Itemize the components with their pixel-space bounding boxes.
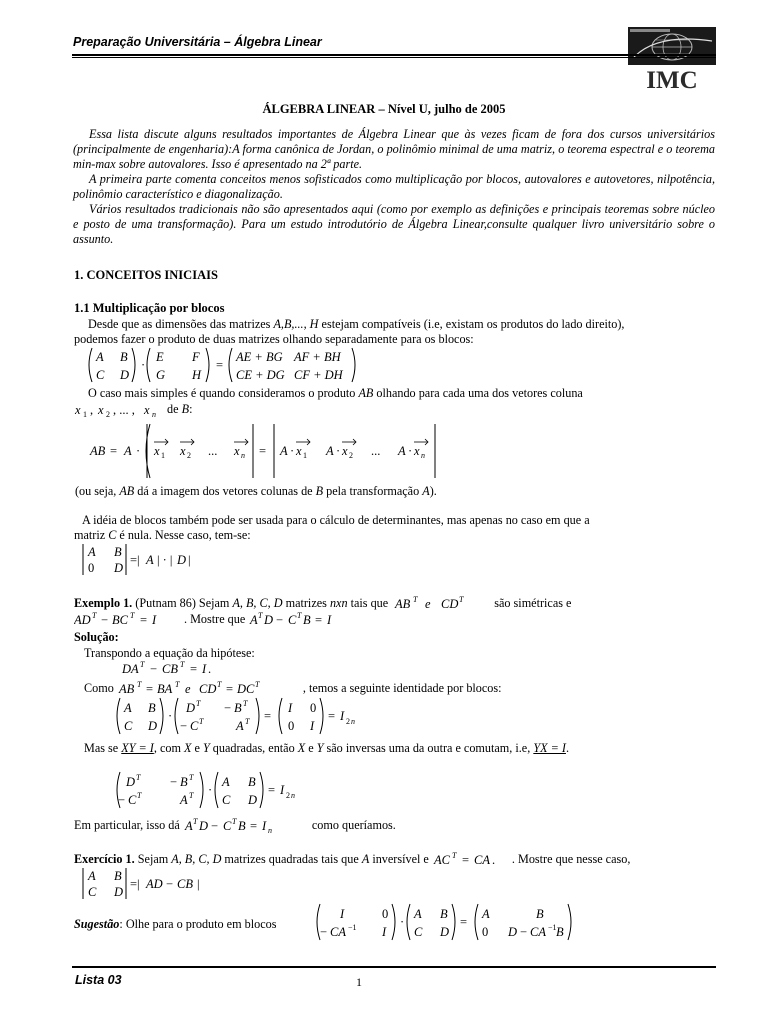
svg-text:T: T bbox=[137, 791, 142, 800]
svg-text:G: G bbox=[156, 368, 166, 382]
section-heading: 1. CONCEITOS INICIAIS bbox=[74, 268, 218, 282]
svg-text:−: − bbox=[166, 877, 174, 891]
svg-text:A: A bbox=[482, 907, 490, 921]
paragraph-line: Desde que as dimensões das matrizes A,B,..., H estejam compatíveis (i.e, existam os produtos do lado direito), bbox=[88, 317, 625, 331]
intro-paragraph: Vários resultados tradicionais não são apresentados aqui (como por exemplo as definições e principais teoremas sobre núcleo e posto de uma transformação). Para um estudo introdutório de Álgebra Linear,consulte qualquer livro universitário sobre o assunto. bbox=[73, 202, 715, 246]
svg-text:B: B bbox=[237, 819, 246, 834]
svg-text:x: x bbox=[342, 444, 348, 458]
svg-text:AF + BH: AF + BH bbox=[294, 350, 341, 364]
svg-text:CE + DG: CE + DG bbox=[236, 368, 285, 382]
svg-text:BA: BA bbox=[156, 682, 173, 697]
svg-text:T: T bbox=[254, 681, 260, 690]
svg-text:D: D bbox=[186, 701, 196, 715]
svg-text:I: I bbox=[382, 925, 387, 939]
svg-text:AB: AB bbox=[90, 444, 106, 458]
svg-text:x: x bbox=[98, 403, 104, 418]
svg-text:=|: =| bbox=[130, 877, 140, 891]
svg-text:.: . bbox=[208, 662, 212, 676]
footer-list-label: Lista 03 bbox=[75, 973, 122, 987]
transposed-equation bbox=[120, 660, 230, 678]
svg-text:n: n bbox=[351, 717, 355, 726]
svg-text:I: I bbox=[152, 613, 157, 628]
svg-text:n: n bbox=[241, 451, 245, 460]
block-product-formula bbox=[84, 346, 364, 386]
svg-text:CD: CD bbox=[441, 597, 459, 612]
svg-text:·: · bbox=[290, 444, 295, 458]
svg-text:−1: −1 bbox=[548, 923, 557, 932]
column-product-formula bbox=[88, 420, 448, 482]
conclusion-line: Em particular, isso dá A T D − C T B = I n como queríamos. bbox=[74, 818, 396, 835]
hint-line: Sugestão: Olhe para o produto em blocos bbox=[74, 917, 277, 931]
svg-text:CA: CA bbox=[530, 925, 546, 939]
svg-text:0: 0 bbox=[482, 925, 489, 939]
svg-text:B: B bbox=[120, 350, 128, 364]
svg-text:AD: AD bbox=[74, 613, 91, 628]
svg-text:CB: CB bbox=[162, 662, 178, 676]
intro-text bbox=[73, 127, 715, 247]
intro-paragraph: Essa lista discute alguns resultados importantes de Álgebra Linear que às vezes ficam de fora dos cursos universitários (principalmente de engenharia):A forma canônica de Jordan, o polinômio minimal de uma matriz, o teorema espectral e o teorema min-max sobre autovalores. Isso é apresentado na 2ª parte. bbox=[73, 127, 715, 171]
svg-text:0: 0 bbox=[382, 907, 389, 921]
header-rule bbox=[72, 54, 716, 56]
svg-text:=: = bbox=[268, 783, 276, 797]
svg-text:=: = bbox=[259, 444, 267, 458]
svg-text:2: 2 bbox=[106, 410, 110, 419]
svg-text:−: − bbox=[224, 701, 232, 715]
svg-text:AE + BG: AE + BG bbox=[236, 350, 283, 364]
svg-text:F: F bbox=[192, 350, 200, 364]
svg-text:=: = bbox=[190, 662, 198, 676]
paragraph-line: matriz C é nula. Nesse caso, tem-se: bbox=[74, 528, 251, 542]
svg-text:D: D bbox=[508, 925, 518, 939]
svg-text:=|: =| bbox=[130, 553, 140, 567]
svg-text:=: = bbox=[110, 444, 118, 458]
svg-text:D: D bbox=[120, 368, 130, 382]
symmetric-condition bbox=[391, 596, 491, 612]
svg-text:A: A bbox=[236, 719, 244, 733]
svg-text:C: C bbox=[190, 719, 199, 733]
svg-text:x: x bbox=[75, 403, 81, 418]
svg-text:C: C bbox=[88, 885, 97, 899]
svg-text:T: T bbox=[140, 660, 145, 669]
svg-text:D: D bbox=[114, 561, 124, 575]
svg-text:A: A bbox=[88, 869, 96, 883]
svg-text:2: 2 bbox=[187, 451, 191, 460]
conclusion-equation bbox=[183, 818, 309, 834]
svg-text:=: = bbox=[225, 682, 233, 697]
svg-text:|: | bbox=[197, 877, 200, 891]
svg-text:=: = bbox=[249, 819, 257, 834]
svg-text:T: T bbox=[192, 818, 198, 827]
svg-text:B: B bbox=[180, 775, 188, 789]
svg-text:B: B bbox=[440, 907, 448, 921]
svg-text:n: n bbox=[291, 791, 295, 800]
svg-text:| · |: | · | bbox=[157, 553, 173, 567]
svg-text:I: I bbox=[340, 709, 345, 723]
svg-text:D: D bbox=[264, 613, 274, 628]
svg-text:D: D bbox=[148, 719, 158, 733]
svg-text:D: D bbox=[440, 925, 450, 939]
logo-text: IMC bbox=[646, 67, 698, 91]
svg-text:1: 1 bbox=[161, 451, 165, 460]
svg-text:2: 2 bbox=[349, 451, 353, 460]
svg-text:x: x bbox=[296, 444, 302, 458]
svg-text:1: 1 bbox=[83, 410, 87, 419]
svg-text:CA: CA bbox=[330, 925, 346, 939]
svg-text:E: E bbox=[156, 350, 164, 364]
svg-text:B: B bbox=[248, 775, 256, 789]
svg-text:0: 0 bbox=[310, 701, 317, 715]
svg-text:x: x bbox=[154, 444, 160, 458]
paragraph-line: podemos fazer o produto de duas matrizes olhando separadamente para os blocos: bbox=[74, 332, 474, 346]
header-rule-thin bbox=[72, 57, 716, 58]
svg-text:=: = bbox=[216, 358, 224, 372]
commutation-equation bbox=[117, 681, 303, 697]
svg-text:T: T bbox=[136, 681, 142, 690]
paragraph-line: Mas se XY = I, com X e Y quadradas, então X e Y são inversas uma da outra e comutam, i.e, YX = I. bbox=[84, 741, 569, 755]
svg-text:CD: CD bbox=[198, 682, 217, 697]
paragraph-line: Transpondo a equação da hipótese: bbox=[84, 646, 255, 660]
svg-text:T: T bbox=[189, 773, 194, 782]
svg-text:=: = bbox=[264, 709, 272, 723]
svg-text:I: I bbox=[288, 701, 293, 715]
footer-rule bbox=[72, 966, 716, 968]
intro-paragraph: A primeira parte comenta conceitos menos sofisticados como multiplicação por blocos, autovalores e autovetores, nilpotência, polinômio característico e diagonalização. bbox=[73, 172, 715, 201]
svg-text:A: A bbox=[326, 444, 334, 458]
svg-text:I: I bbox=[310, 719, 315, 733]
svg-text:I: I bbox=[280, 783, 285, 797]
svg-text:T: T bbox=[189, 791, 194, 800]
svg-text:AB: AB bbox=[395, 597, 411, 612]
example-statement-line2: AD T − BC T = I . Mostre que A T D − C T B = I bbox=[74, 612, 358, 628]
svg-text:−: − bbox=[101, 613, 109, 628]
svg-text:D: D bbox=[126, 775, 136, 789]
svg-text:T: T bbox=[243, 699, 248, 708]
svg-text:.: . bbox=[491, 853, 496, 868]
svg-text:=: = bbox=[328, 709, 336, 723]
hypothesis-equation bbox=[74, 612, 184, 628]
svg-text:A: A bbox=[146, 553, 154, 567]
svg-text:A: A bbox=[250, 613, 258, 628]
svg-text:A: A bbox=[280, 444, 288, 458]
exercise-statement: Exercício 1. Sejam A, B, C, D matrizes quadradas tais que A inversível e AC T = CA . . Mostre que nesse caso, bbox=[74, 852, 631, 868]
imc-logo bbox=[628, 27, 716, 91]
svg-text:·: · bbox=[141, 358, 146, 372]
svg-text:A: A bbox=[124, 701, 132, 715]
svg-text:x: x bbox=[144, 403, 150, 418]
svg-text:−: − bbox=[210, 819, 218, 834]
svg-text:T: T bbox=[258, 612, 263, 621]
svg-text:·: · bbox=[336, 444, 341, 458]
svg-text:−: − bbox=[170, 775, 178, 789]
paragraph-line: A idéia de blocos também pode ser usada para o cálculo de determinantes, mas apenas no caso em que a bbox=[82, 513, 590, 527]
svg-text:n: n bbox=[152, 410, 156, 419]
svg-text:D: D bbox=[248, 793, 258, 807]
svg-text:CF + DH: CF + DH bbox=[294, 368, 343, 382]
svg-text:=: = bbox=[461, 853, 469, 868]
svg-text:A: A bbox=[88, 545, 96, 559]
svg-text:T: T bbox=[92, 612, 97, 621]
svg-text:B: B bbox=[114, 869, 122, 883]
svg-text:, ... ,: , ... , bbox=[113, 403, 135, 418]
svg-text:−: − bbox=[118, 793, 126, 807]
svg-text:=: = bbox=[315, 613, 323, 628]
paragraph-line: (ou seja, AB dá a imagem dos vetores colunas de B pela transformação A). bbox=[75, 484, 437, 498]
svg-text:T: T bbox=[216, 681, 222, 690]
svg-text:T: T bbox=[297, 612, 302, 621]
svg-text:C: C bbox=[222, 819, 232, 834]
svg-text:T: T bbox=[459, 596, 464, 605]
svg-text:e: e bbox=[184, 682, 191, 697]
svg-text:2: 2 bbox=[346, 717, 350, 726]
svg-text:·: · bbox=[408, 444, 413, 458]
svg-text:−: − bbox=[276, 613, 284, 628]
svg-text:B: B bbox=[114, 545, 122, 559]
svg-text:D: D bbox=[114, 885, 124, 899]
svg-text:·: · bbox=[136, 444, 141, 458]
svg-text:I: I bbox=[261, 819, 267, 834]
svg-text:A: A bbox=[124, 444, 132, 458]
svg-text:T: T bbox=[136, 773, 141, 782]
page-number: 1 bbox=[356, 975, 362, 989]
svg-text:C: C bbox=[96, 368, 105, 382]
svg-text:−: − bbox=[180, 719, 188, 733]
svg-text:|: | bbox=[188, 553, 191, 567]
paragraph-line: O caso mais simples é quando consideramos o produto AB olhando para cada uma dos vetores coluna bbox=[88, 386, 583, 400]
svg-text:1: 1 bbox=[303, 451, 307, 460]
svg-text:D: D bbox=[177, 553, 187, 567]
paragraph-line: x 1 , x 2 , ... , x n de B: bbox=[75, 402, 193, 419]
svg-text:T: T bbox=[174, 681, 180, 690]
example-statement: Exemplo 1. (Putnam 86) Sejam A, B, C, D matrizes nxn tais que AB T e CD T são simétricas e bbox=[74, 596, 572, 612]
svg-text:B: B bbox=[556, 925, 564, 939]
svg-text:CA: CA bbox=[473, 853, 490, 868]
svg-text:B: B bbox=[234, 701, 242, 715]
svg-text:x: x bbox=[234, 444, 240, 458]
svg-text:A: A bbox=[414, 907, 422, 921]
svg-text:T: T bbox=[231, 818, 237, 827]
svg-text:AD: AD bbox=[146, 877, 163, 891]
svg-text:·: · bbox=[208, 783, 213, 797]
svg-text:T: T bbox=[196, 699, 201, 708]
svg-text:−: − bbox=[320, 925, 328, 939]
svg-text:A: A bbox=[180, 793, 188, 807]
svg-text:T: T bbox=[199, 717, 204, 726]
commute-condition bbox=[432, 852, 512, 868]
svg-text:...: ... bbox=[371, 444, 381, 458]
svg-text:I: I bbox=[340, 907, 345, 921]
svg-text:DC: DC bbox=[236, 682, 255, 697]
svg-text:T: T bbox=[130, 612, 135, 621]
svg-text:I: I bbox=[202, 662, 207, 676]
svg-text:n: n bbox=[267, 826, 272, 835]
svg-text:AB: AB bbox=[118, 682, 135, 697]
svg-text:A: A bbox=[184, 819, 193, 834]
svg-text:...: ... bbox=[208, 444, 218, 458]
solution-label: Solução: bbox=[74, 630, 119, 644]
svg-text:T: T bbox=[413, 596, 418, 605]
header-title: Preparação Universitária – Álgebra Linear bbox=[73, 35, 322, 49]
svg-text:A: A bbox=[96, 350, 104, 364]
svg-text:x: x bbox=[414, 444, 420, 458]
svg-text:B: B bbox=[536, 907, 544, 921]
svg-text:BC: BC bbox=[112, 613, 128, 628]
svg-text:e: e bbox=[425, 597, 431, 612]
determinant-formula bbox=[80, 542, 210, 578]
goal-equation bbox=[248, 612, 358, 628]
svg-text:C: C bbox=[414, 925, 423, 939]
block-identity-commuted-formula bbox=[112, 770, 312, 812]
svg-text:n: n bbox=[421, 451, 425, 460]
svg-text:=: = bbox=[460, 915, 468, 929]
svg-text:2: 2 bbox=[286, 791, 290, 800]
svg-text:T: T bbox=[245, 717, 250, 726]
svg-text:CB: CB bbox=[177, 877, 193, 891]
document-title: ÁLGEBRA LINEAR – Nível U, julho de 2005 bbox=[262, 102, 506, 116]
svg-text:DA: DA bbox=[122, 662, 139, 676]
svg-text:C: C bbox=[288, 613, 297, 628]
svg-text:,: , bbox=[90, 403, 94, 418]
subsection-heading: 1.1 Multiplicação por blocos bbox=[74, 301, 225, 315]
hint-block-formula bbox=[312, 902, 592, 944]
exercise-determinant bbox=[80, 866, 230, 902]
svg-text:C: C bbox=[124, 719, 133, 733]
block-identity-formula bbox=[112, 696, 382, 738]
svg-text:D: D bbox=[198, 819, 208, 834]
svg-text:x: x bbox=[180, 444, 186, 458]
svg-text:−: − bbox=[150, 662, 158, 676]
svg-text:AC: AC bbox=[433, 853, 450, 868]
svg-text:A: A bbox=[222, 775, 230, 789]
paragraph-line: Como AB T = BA T e CD T = DC T , temos a seguinte identidade por blocos: bbox=[84, 681, 502, 697]
svg-text:−: − bbox=[520, 925, 528, 939]
svg-text:C: C bbox=[128, 793, 137, 807]
svg-text:B: B bbox=[303, 613, 311, 628]
svg-text:A: A bbox=[398, 444, 406, 458]
svg-text:=: = bbox=[140, 613, 148, 628]
column-vectors-label bbox=[74, 402, 164, 418]
svg-text:I: I bbox=[327, 613, 332, 628]
svg-text:·: · bbox=[400, 915, 405, 929]
svg-text:0: 0 bbox=[88, 561, 95, 575]
svg-text:T: T bbox=[451, 852, 457, 861]
svg-text:C: C bbox=[222, 793, 231, 807]
svg-text:0: 0 bbox=[288, 719, 295, 733]
svg-text:=: = bbox=[145, 682, 153, 697]
svg-text:−1: −1 bbox=[348, 923, 357, 932]
svg-text:·: · bbox=[168, 709, 173, 723]
svg-text:T: T bbox=[180, 660, 185, 669]
svg-text:H: H bbox=[192, 368, 202, 382]
svg-text:B: B bbox=[148, 701, 156, 715]
